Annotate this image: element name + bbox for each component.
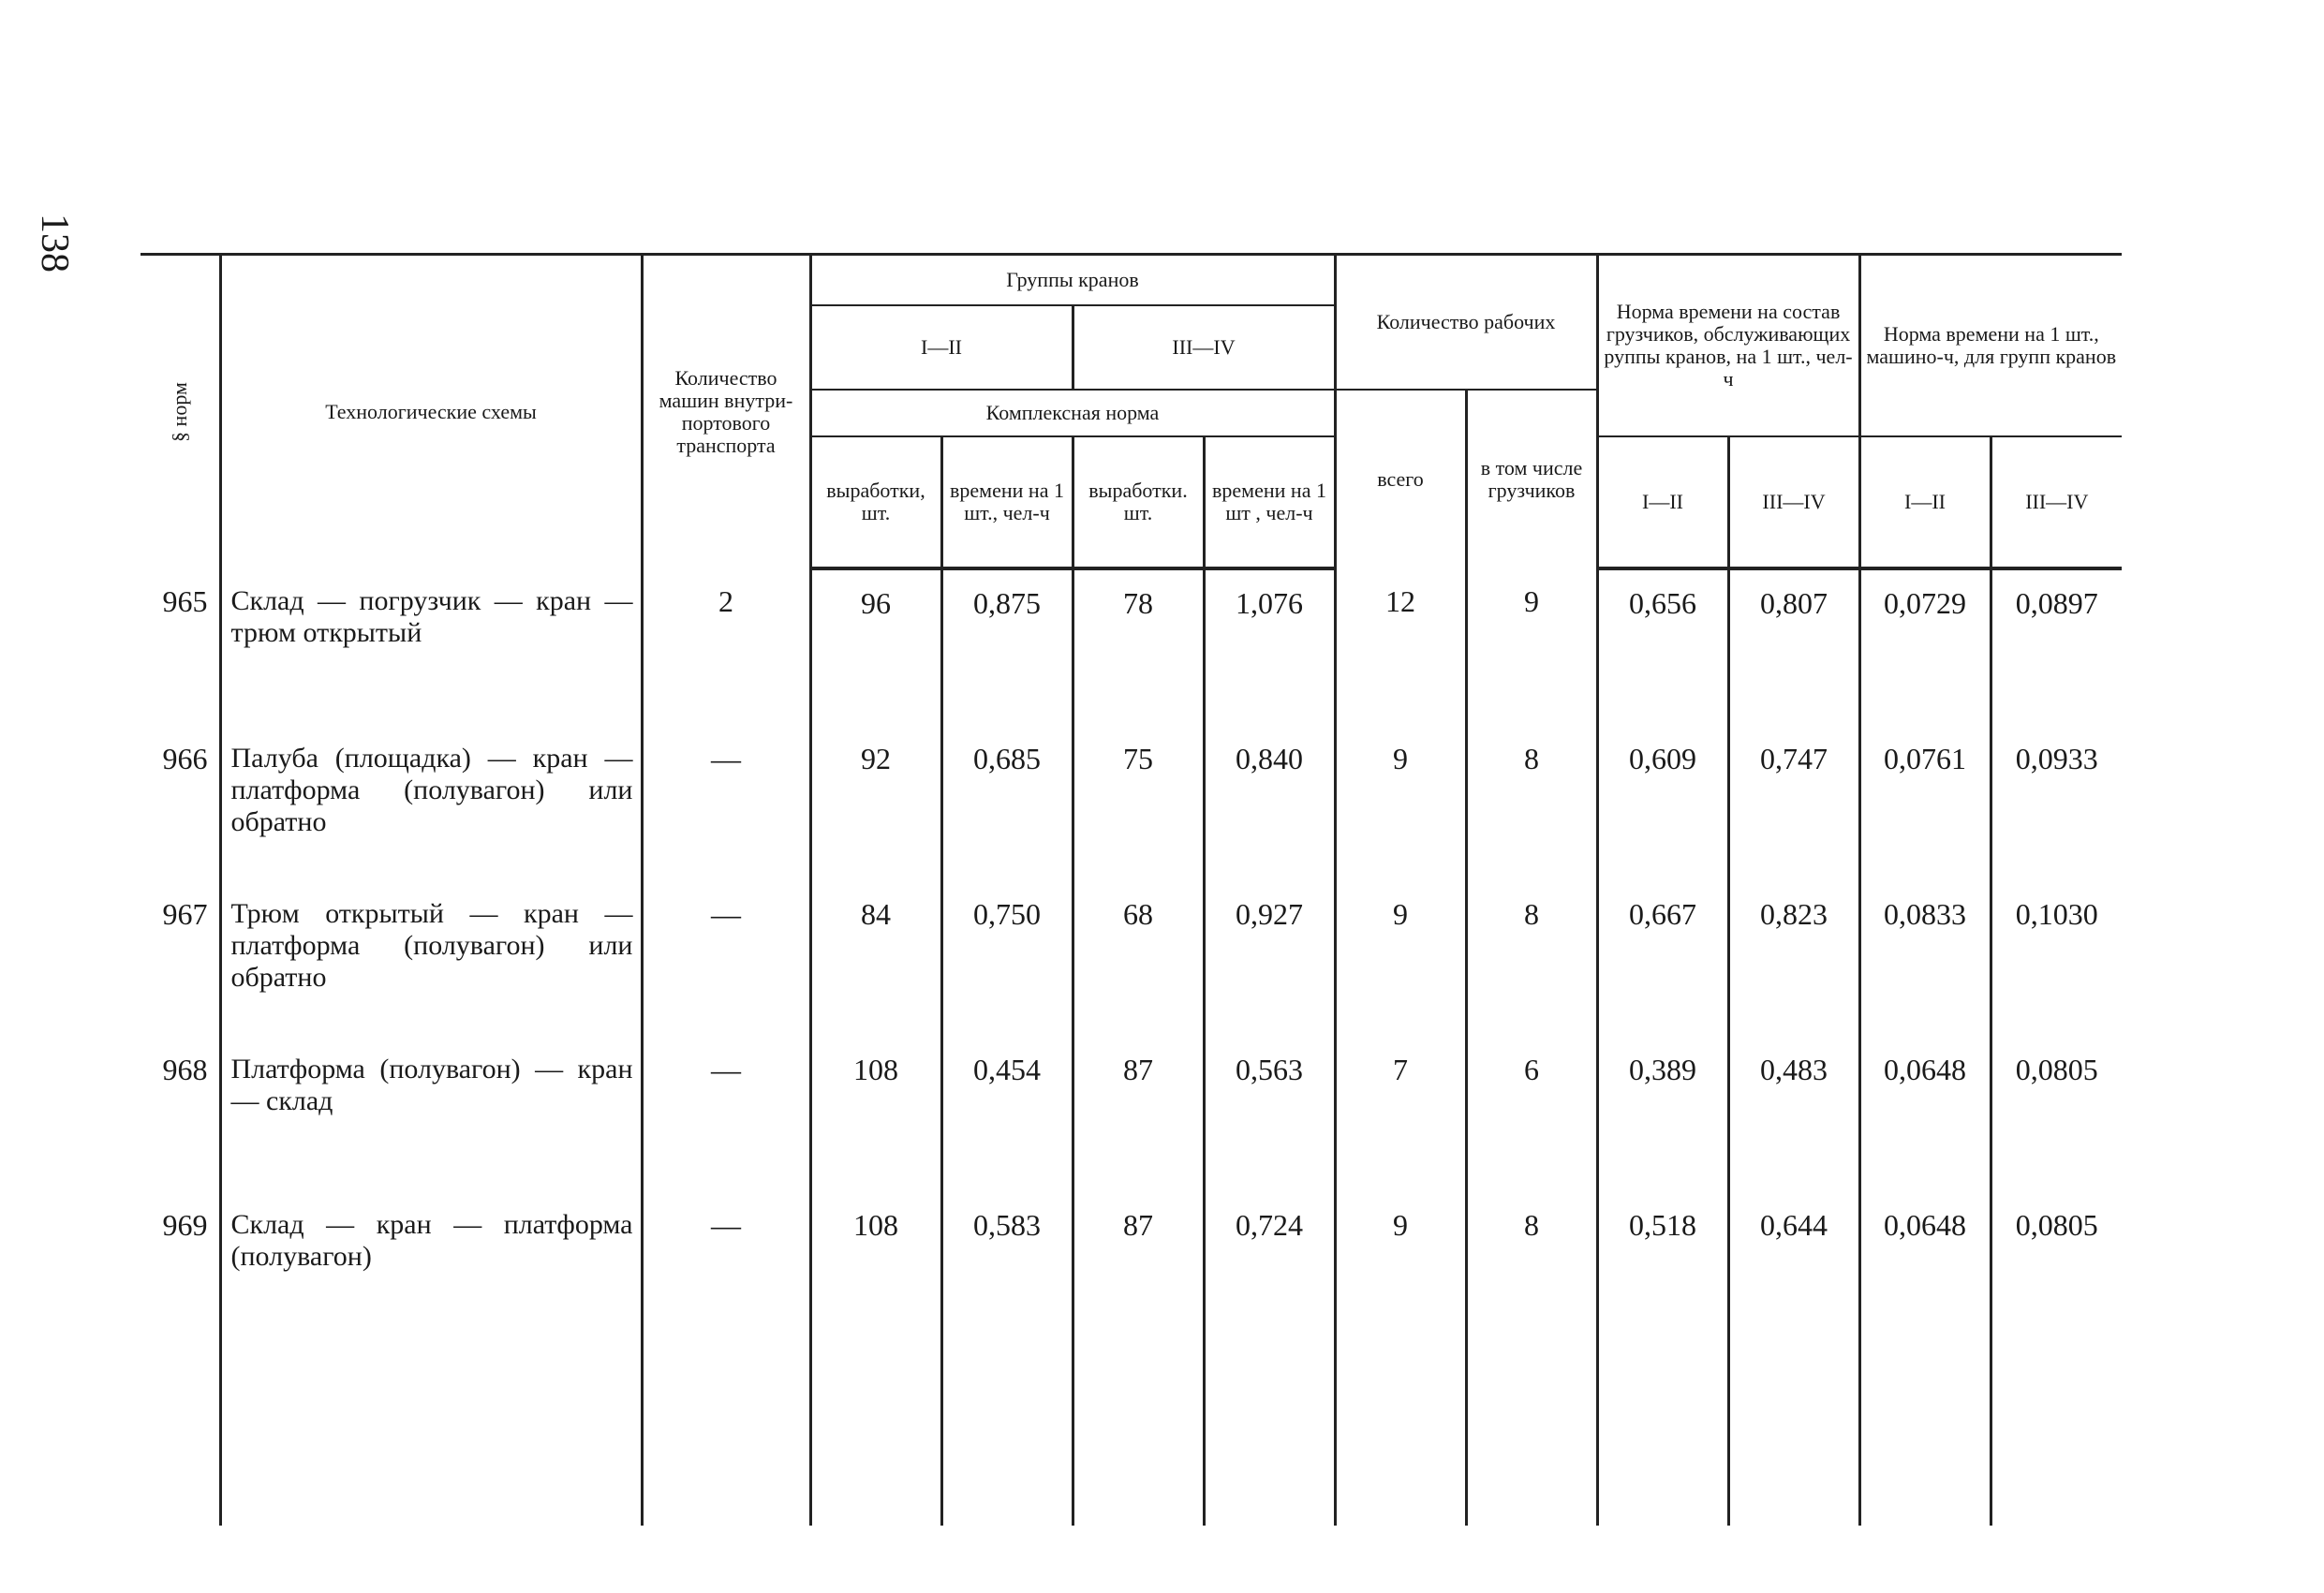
table-row	[141, 881, 2122, 1037]
filler-cell	[141, 1348, 220, 1526]
time-1: 0,875	[941, 568, 1073, 726]
mach-1-2: 0,0729	[1859, 568, 1991, 726]
filler-cell	[1335, 1348, 1466, 1526]
time-norm-machine-header: Норма времени на 1 шт., машино-ч, для групп кранов	[1859, 255, 2122, 437]
workers-total: 7	[1335, 1037, 1466, 1192]
workers-loaders: 8	[1466, 1192, 1597, 1348]
group-3-4-header: III—IV	[1073, 305, 1335, 390]
mach-3-4: 0,0897	[1991, 568, 2122, 726]
crew-3-4: 0,747	[1728, 726, 1859, 881]
workers-total: 9	[1335, 881, 1466, 1037]
table-row	[141, 726, 2122, 881]
workers-loaders: 8	[1466, 881, 1597, 1037]
output-1-header: выработки, шт.	[810, 436, 941, 568]
time-2-header: времени на 1 шт , чел-ч	[1204, 436, 1335, 568]
mach-3-4: 0,0805	[1991, 1192, 2122, 1348]
time-2: 0,724	[1204, 1192, 1335, 1348]
schemes-header: Технологические схемы	[220, 255, 642, 569]
time-1: 0,750	[941, 881, 1073, 1037]
scheme: Трюм открытый — кран — платформа (полувагон) или обратно	[220, 881, 642, 1037]
norm-no: 968	[162, 1053, 208, 1086]
group-1-2-header: I—II	[810, 305, 1073, 390]
filler-cell	[941, 1348, 1073, 1526]
workers-loaders-header: в том числе грузчиков	[1466, 390, 1597, 568]
norm-no: 966	[162, 742, 208, 775]
norm-no-header	[141, 255, 220, 569]
norm-no: 969	[162, 1208, 208, 1242]
workers-loaders: 8	[1466, 726, 1597, 881]
norms-table	[141, 253, 2122, 1526]
table-row	[141, 1037, 2122, 1192]
filler-cell	[1073, 1348, 1204, 1526]
filler-cell	[1859, 1348, 1991, 1526]
scheme: Склад — кран — платформа (полувагон)	[220, 1192, 642, 1348]
output-1: 96	[810, 568, 941, 726]
time-norm-crew-header: Норма времени на состав грузчиков, обслуживающих руппы кранов, на 1 шт., чел-ч	[1597, 255, 1859, 437]
crew-1-2: 0,389	[1597, 1037, 1728, 1192]
machines: —	[642, 881, 810, 1037]
table-row	[141, 568, 2122, 726]
mach-3-4: 0,0805	[1991, 1037, 2122, 1192]
machines: —	[642, 726, 810, 881]
mach-1-2: 0,0648	[1859, 1192, 1991, 1348]
machines: —	[642, 1192, 810, 1348]
time-2: 0,563	[1204, 1037, 1335, 1192]
time-1: 0,685	[941, 726, 1073, 881]
workers-total: 9	[1335, 726, 1466, 881]
filler-cell	[810, 1348, 941, 1526]
output-1: 84	[810, 881, 941, 1037]
output-1: 108	[810, 1192, 941, 1348]
mach-1-2: 0,0833	[1859, 881, 1991, 1037]
scheme: Склад — погрузчик — кран — трюм открытый	[220, 568, 642, 726]
output-2-header: выработки. шт.	[1073, 436, 1204, 568]
mach-1-2-header: I—II	[1859, 436, 1991, 568]
workers-total: 9	[1335, 1192, 1466, 1348]
output-2: 87	[1073, 1192, 1204, 1348]
output-1: 108	[810, 1037, 941, 1192]
output-2: 78	[1073, 568, 1204, 726]
mach-3-4: 0,0933	[1991, 726, 2122, 881]
machines-header: Количество машин внутри-портового транспорта	[642, 255, 810, 569]
output-1: 92	[810, 726, 941, 881]
output-2: 75	[1073, 726, 1204, 881]
crew-3-4-header: III—IV	[1728, 436, 1859, 568]
filler-cell	[1597, 1348, 1728, 1526]
filler-cell	[642, 1348, 810, 1526]
crew-1-2: 0,667	[1597, 881, 1728, 1037]
crew-1-2: 0,656	[1597, 568, 1728, 726]
filler-cell	[220, 1348, 642, 1526]
time-2: 0,927	[1204, 881, 1335, 1037]
crew-3-4: 0,483	[1728, 1037, 1859, 1192]
output-2: 68	[1073, 881, 1204, 1037]
machines: 2	[642, 568, 810, 726]
scheme: Палуба (площадка) — кран — платформа (полувагон) или обратно	[220, 726, 642, 881]
mach-3-4-header: III—IV	[1991, 436, 2122, 568]
filler-cell	[1991, 1348, 2122, 1526]
crew-3-4: 0,807	[1728, 568, 1859, 726]
workers-loaders: 6	[1466, 1037, 1597, 1192]
norm-no-label: § норм	[167, 382, 191, 442]
filler-cell	[1728, 1348, 1859, 1526]
filler-cell	[1204, 1348, 1335, 1526]
time-2: 0,840	[1204, 726, 1335, 881]
filler-cell	[1466, 1348, 1597, 1526]
time-1: 0,454	[941, 1037, 1073, 1192]
scheme: Платформа (полувагон) — кран — склад	[220, 1037, 642, 1192]
workers-total: 12	[1335, 568, 1466, 726]
crew-1-2: 0,609	[1597, 726, 1728, 881]
workers-total-header: всего	[1335, 390, 1466, 568]
crew-1-2: 0,518	[1597, 1192, 1728, 1348]
norm-no: 967	[162, 897, 208, 931]
complex-norm-header: Комплексная норма	[810, 390, 1335, 436]
norm-no: 965	[162, 584, 208, 618]
machines: —	[642, 1037, 810, 1192]
table-filler-row	[141, 1348, 2122, 1526]
crew-3-4: 0,644	[1728, 1192, 1859, 1348]
workers-header: Количество рабочих	[1335, 255, 1597, 391]
mach-1-2: 0,0648	[1859, 1037, 1991, 1192]
crane-groups-header: Группы кранов	[810, 255, 1335, 306]
time-1: 0,583	[941, 1192, 1073, 1348]
time-1-header: времени на 1 шт., чел-ч	[941, 436, 1073, 568]
mach-3-4: 0,1030	[1991, 881, 2122, 1037]
table-row	[141, 1192, 2122, 1348]
mach-1-2: 0,0761	[1859, 726, 1991, 881]
workers-loaders: 9	[1466, 568, 1597, 726]
time-2: 1,076	[1204, 568, 1335, 726]
page-number: 138	[33, 214, 76, 273]
output-2: 87	[1073, 1037, 1204, 1192]
crew-1-2-header: I—II	[1597, 436, 1728, 568]
crew-3-4: 0,823	[1728, 881, 1859, 1037]
